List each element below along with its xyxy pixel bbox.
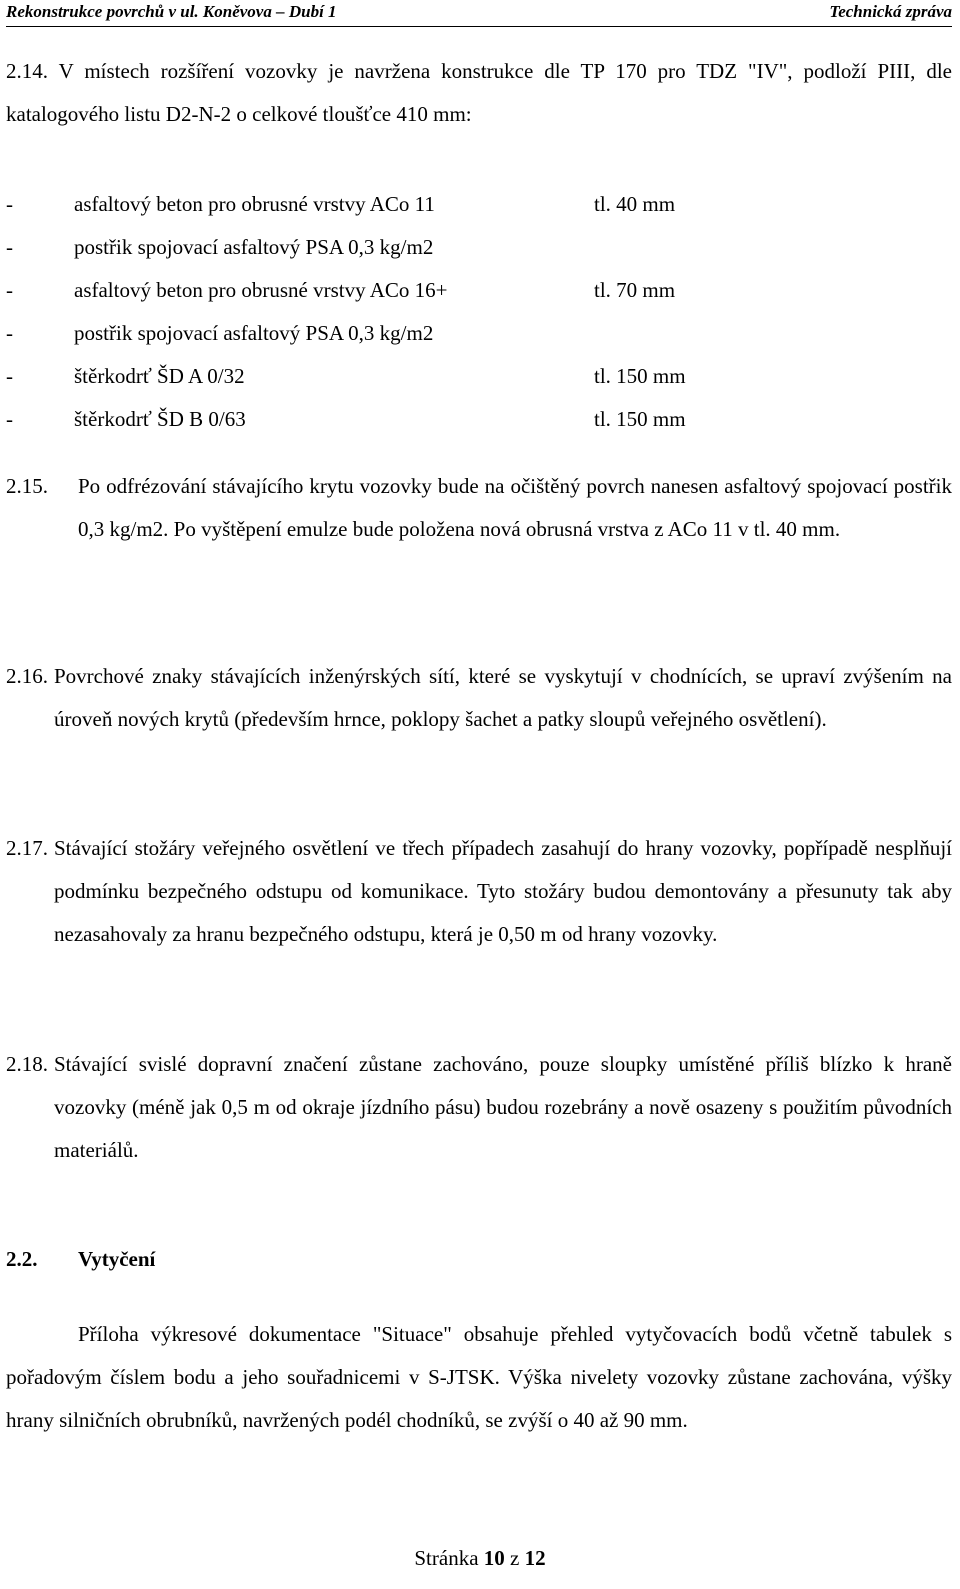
layer-row xyxy=(6,226,952,269)
paragraph-2-18 xyxy=(6,1043,952,1172)
layer-name: postřik spojovací asfaltový PSA 0,3 kg/m2 xyxy=(74,235,434,259)
item-number: 2.16. xyxy=(6,664,48,688)
footer-total-pages: 12 xyxy=(524,1546,546,1570)
layer-name: štěrkodrť ŠD B 0/63 xyxy=(74,407,246,431)
layer-name: štěrkodrť ŠD A 0/32 xyxy=(74,364,245,388)
layer-dash: - xyxy=(6,407,13,431)
layer-row xyxy=(6,398,952,441)
page-header xyxy=(6,0,952,27)
section-title: Vytyčení xyxy=(78,1247,156,1271)
footer-separator: z xyxy=(510,1546,520,1570)
item-number: 2.17. xyxy=(6,836,48,860)
paragraph-2-16 xyxy=(6,655,952,741)
layer-thickness: tl. 150 mm xyxy=(594,364,686,388)
section-number: 2.2. xyxy=(6,1247,38,1271)
item-text: Povrchové znaky stávajících inženýrských sítí, které se vyskytují v chodnících, se upraví zvýšením na úroveň nových krytů (především hrnce, poklopy šachet a patky sloupů veřejného osvětlení). xyxy=(54,664,952,731)
layer-list xyxy=(6,183,952,441)
layer-dash: - xyxy=(6,278,13,302)
paragraph-2-17 xyxy=(6,827,952,956)
layer-dash: - xyxy=(6,364,13,388)
item-number: 2.18. xyxy=(6,1052,48,1076)
layer-name: postřik spojovací asfaltový PSA 0,3 kg/m2 xyxy=(74,321,434,345)
layer-row xyxy=(6,269,952,312)
layer-row xyxy=(6,355,952,398)
header-doc-type: Technická zpráva xyxy=(829,2,952,21)
layer-thickness: tl. 40 mm xyxy=(594,192,676,216)
header-project-title: Rekonstrukce povrchů v ul. Koněvova – Dubí 1 xyxy=(6,2,337,21)
footer-page-number: 10 xyxy=(483,1546,505,1570)
layer-dash: - xyxy=(6,192,13,216)
layer-dash: - xyxy=(6,321,13,345)
item-number: 2.15. xyxy=(6,474,48,498)
layer-name: asfaltový beton pro obrusné vrstvy ACo 11 xyxy=(74,192,435,216)
item-text: Stávající stožáry veřejného osvětlení ve třech případech zasahují do hrany vozovky, popřípadě nesplňují podmínku bezpečného odstupu od komunikace. Tyto stožáry budou demontovány a přesunuty tak aby nezasahovaly za hranu bezpečného odstupu, která je 0,50 m od hrany vozovky. xyxy=(54,836,952,946)
layer-thickness: tl. 70 mm xyxy=(594,278,676,302)
layer-dash: - xyxy=(6,235,13,259)
footer-prefix: Stránka xyxy=(414,1546,479,1570)
paragraph-2-14: 2.14. V místech rozšíření vozovky je navržena konstrukce dle TP 170 pro TDZ "IV", podloží PIII, dle katalogového listu D2-N-2 o celkové tloušťce 410 mm: xyxy=(6,59,952,126)
layer-row xyxy=(6,312,952,355)
layer-name: asfaltový beton pro obrusné vrstvy ACo 16+ xyxy=(74,278,448,302)
item-text: Stávající svislé dopravní značení zůstane zachováno, pouze sloupky umístěné příliš blízko k hraně vozovky (méně jak 0,5 m od okraje jízdního pásu) budou rozebrány a nově osazeny s použitím původních materiálů. xyxy=(54,1052,952,1162)
page-footer xyxy=(0,1543,960,1573)
paragraph-2-15 xyxy=(6,465,952,551)
layer-thickness: tl. 150 mm xyxy=(594,407,686,431)
item-text: Po odfrézování stávajícího krytu vozovky bude na očištěný povrch nanesen asfaltový spojovací postřik 0,3 kg/m2. Po vyštěpení emulze bude položena nová obrusná vrstva z ACo 11 v tl. 40 mm. xyxy=(78,474,952,541)
section-paragraph: Příloha výkresové dokumentace "Situace" obsahuje přehled vytyčovacích bodů včetně tabulek s pořadovým číslem bodu a jeho souřadnicemi v S-JTSK. Výška nivelety vozovky zůstane zachována, výšky hrany silničních obrubníků, navržených podél chodníků, se zvýší o 40 až 90 mm. xyxy=(6,1322,952,1432)
layer-row xyxy=(6,183,952,226)
